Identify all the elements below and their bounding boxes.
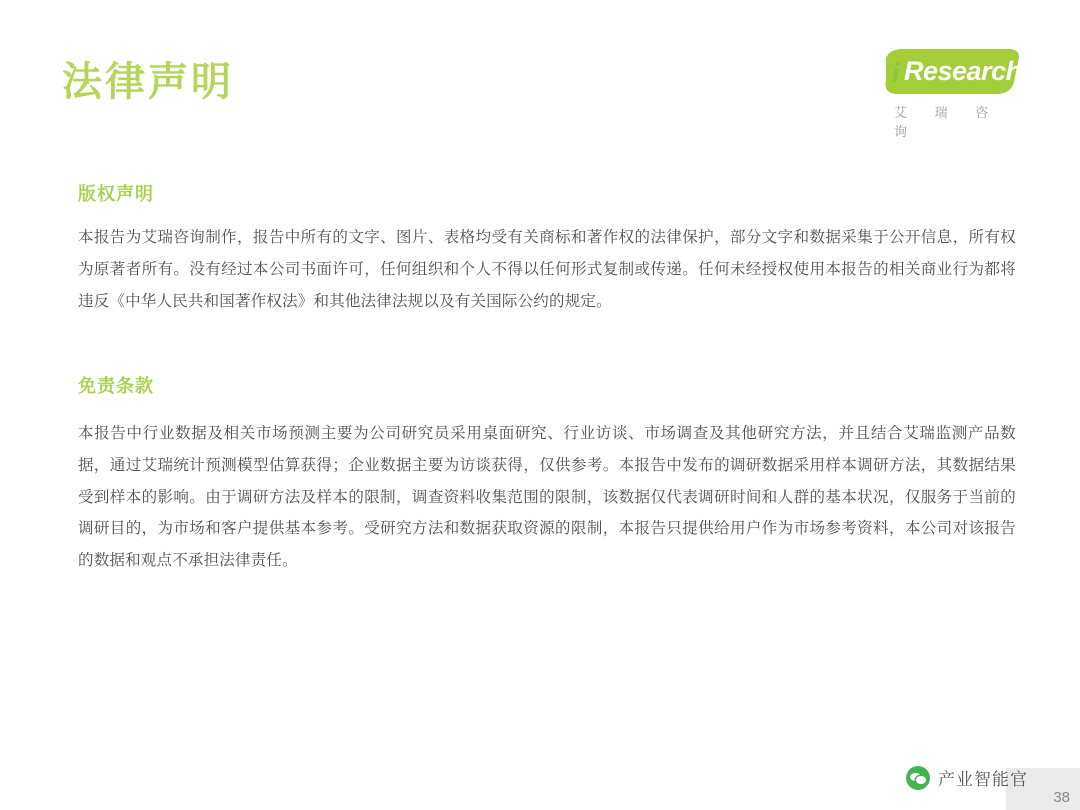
page-number: 38: [1053, 789, 1070, 806]
logo-wordmark: Research: [904, 56, 1022, 86]
copyright-body: 本报告为艾瑞咨询制作，报告中所有的文字、图片、表格均受有关商标和著作权的法律保护，部分文字和数据采集于公开信息，所有权为原著者所有。没有经过本公司书面许可，任何组织和个人不得以任何形式复制或传递。任何未经授权使用本报告的相关商业行为都将违反《中华人民共和国著作权法》和其他法律法规以及有关国际公约的规定。: [78, 229, 1016, 310]
disclaimer-body: 本报告中行业数据及相关市场预测主要为公司研究员采用桌面研究、行业访谈、市场调查及其他研究方法，并且结合艾瑞监测产品数据，通过艾瑞统计预测模型估算获得；企业数据主要为访谈获得，仅供参考。本报告中发布的调研数据采用样本调研方法，其数据结果受到样本的影响。由于调研方法及样本的限制，调查资料收集范围的限制，该数据仅代表调研时间和人群的基本状况，仅服务于当前的调研目的，为市场和客户提供基本参考。受研究方法和数据获取资源的限制，本报告只提供给用户作为市场参考资料，本公司对该报告的数据和观点不承担法律责任。: [78, 425, 1016, 570]
page-title: 法律声明: [62, 60, 234, 104]
wechat-watermark: [906, 765, 1028, 790]
logo-letter-i: i: [892, 58, 900, 88]
wechat-icon: [906, 766, 930, 790]
disclaimer-heading: 免责条款: [78, 376, 154, 396]
iresearch-logo: [882, 48, 1022, 139]
wechat-label: 产业智能官: [938, 770, 1028, 789]
copyright-heading: 版权声明: [78, 184, 154, 204]
logo-subtitle: 艾 瑞 咨 询: [894, 105, 1001, 139]
